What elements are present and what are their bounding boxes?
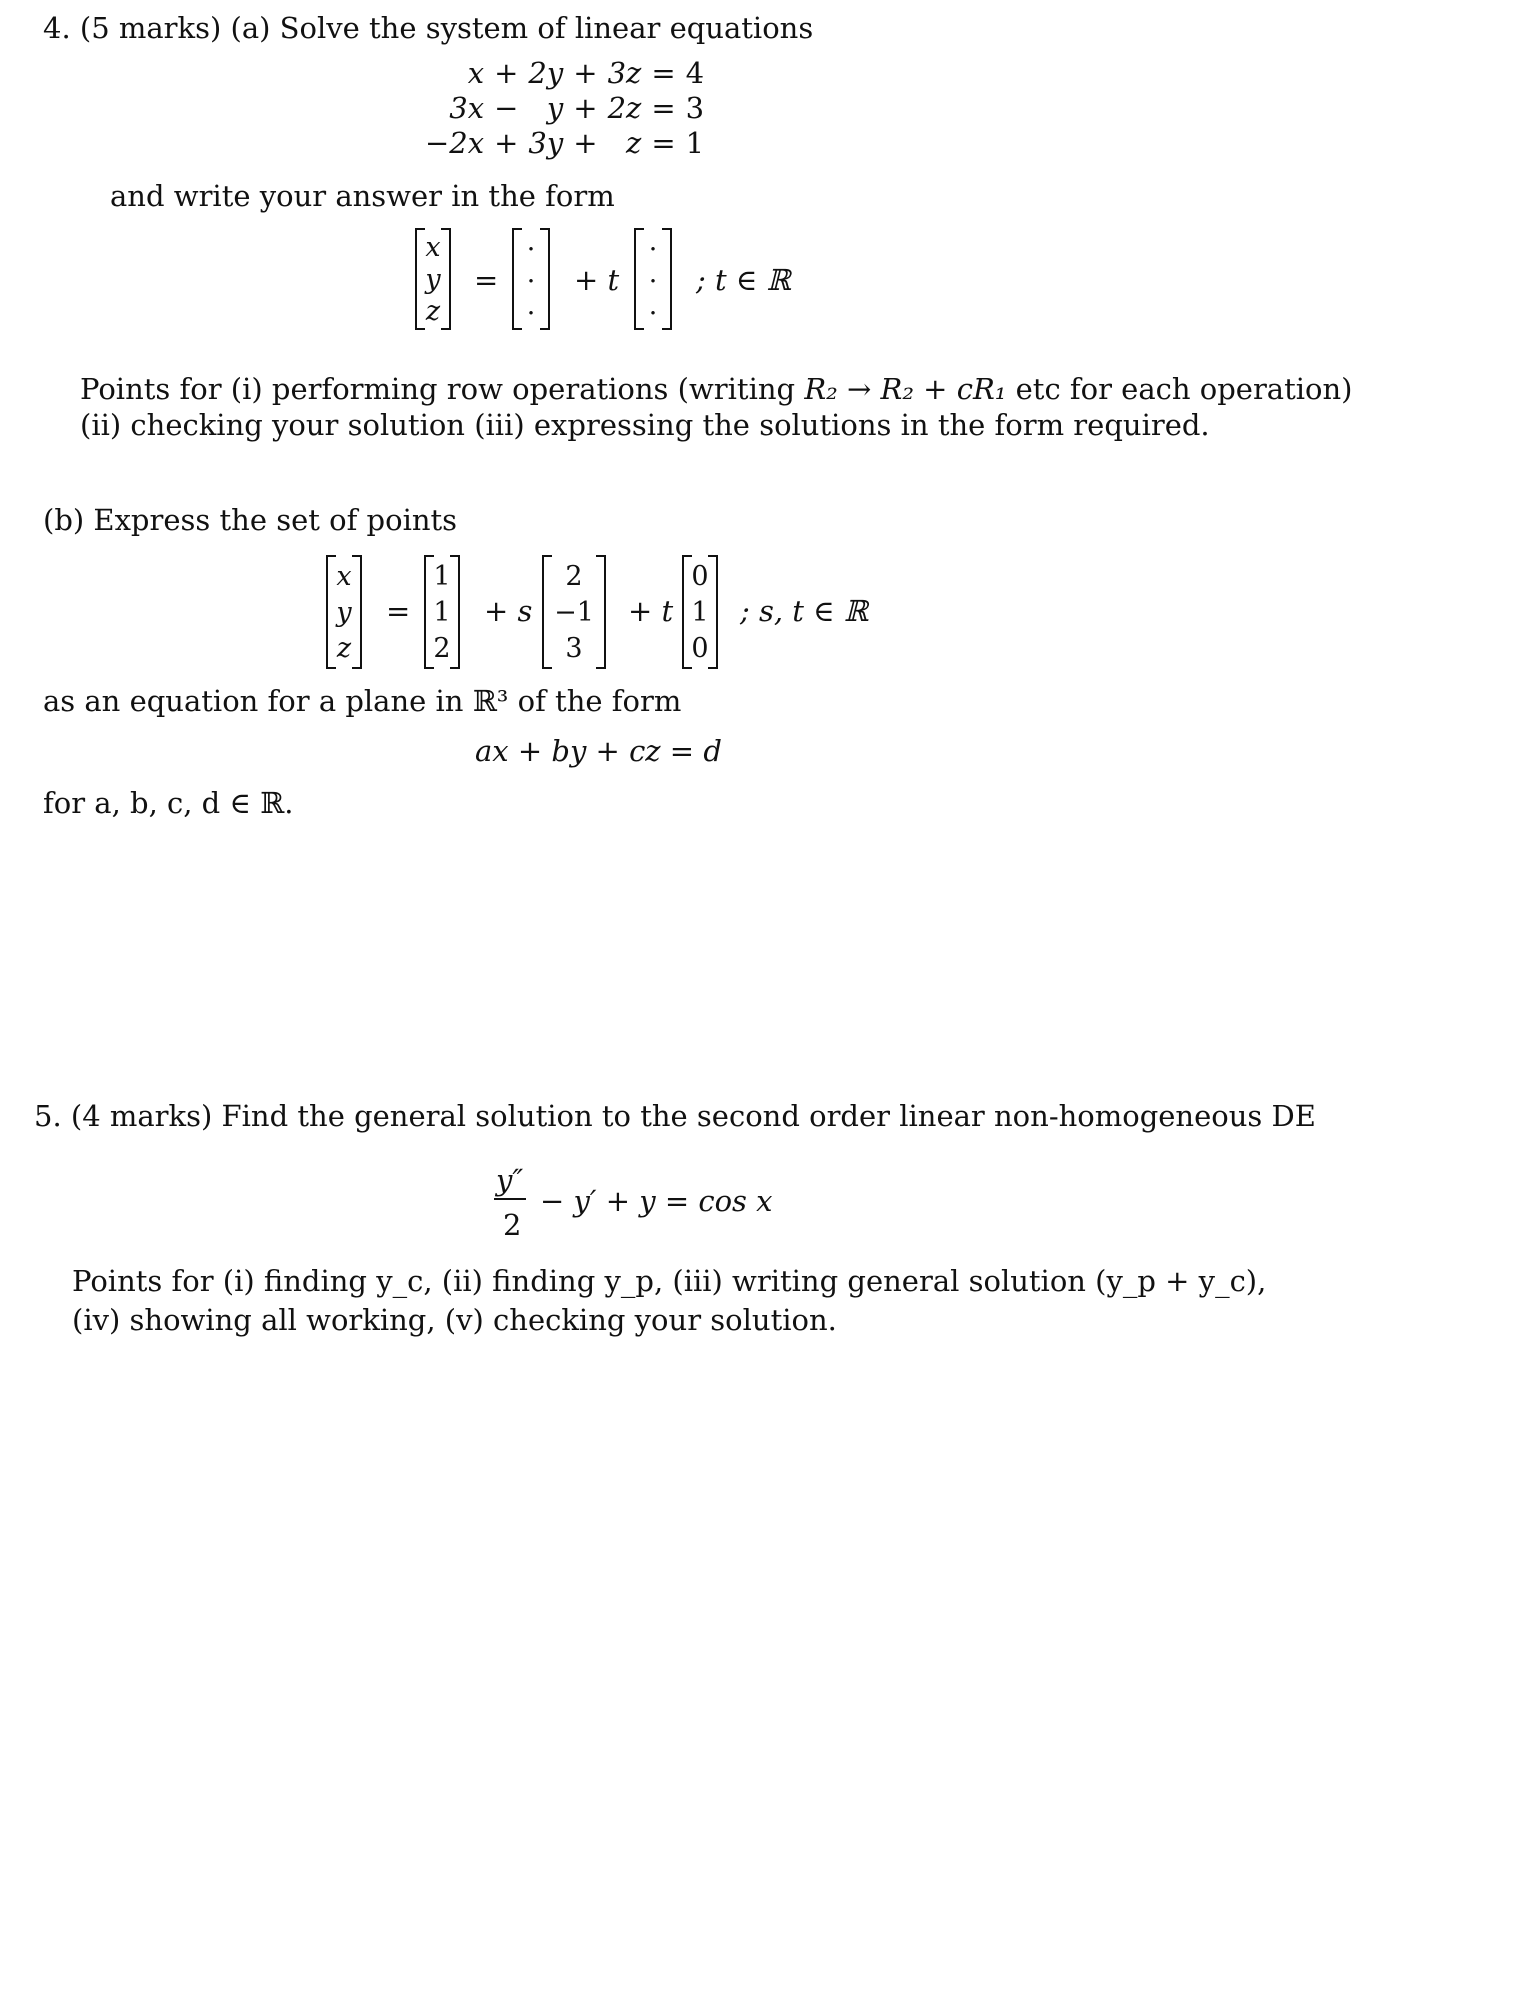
vector-entry: −1 [554, 597, 594, 628]
q5-points-line-2: (iv) showing all working, (v) checking your solution. [72, 1303, 837, 1337]
dot-placeholder: · [648, 298, 658, 329]
op: + [573, 126, 598, 160]
blank-vector [512, 228, 550, 330]
term: −2x [425, 126, 485, 160]
term: 3z [607, 56, 642, 90]
linear-system [420, 56, 709, 161]
points-line-2: (ii) checking your solution (iii) expressing the solutions in the form required. [80, 408, 1210, 442]
system-row [420, 56, 709, 91]
direction-vector-s [542, 555, 606, 669]
equals: = [651, 56, 676, 90]
parameter-domain: ; t ∈ ℝ [696, 263, 791, 297]
op: + [573, 56, 598, 90]
plus-t: + t [628, 594, 674, 628]
vector-entry: 0 [691, 633, 709, 664]
frac-denominator: 2 [503, 1208, 522, 1242]
row-operation: R₂ → R₂ + cR₁ [804, 372, 1007, 406]
vector-entry: 3 [565, 633, 583, 664]
point-vector [424, 555, 460, 669]
dot-placeholder: · [526, 234, 536, 265]
points-text: etc for each operation) [1006, 372, 1353, 406]
vector-entry: 0 [691, 561, 709, 592]
vector-entry: 1 [433, 561, 451, 592]
answer-form-instruction: and write your answer in the form [110, 179, 615, 213]
term: 2z [607, 91, 642, 125]
rhs: 3 [685, 91, 705, 125]
xyz-vector-b [326, 555, 362, 669]
term: y [546, 91, 564, 125]
vector-entry: 2 [433, 633, 451, 664]
term: 3y [528, 126, 564, 160]
term: 3x [449, 91, 485, 125]
points-line-1 [80, 372, 1353, 406]
equals-sign: = [386, 594, 411, 628]
equals: = [651, 126, 676, 160]
rhs: 4 [685, 56, 705, 90]
rhs: 1 [685, 126, 705, 160]
de-equation-rest: − y′ + y = cos x [540, 1184, 773, 1218]
part-b-header: (b) Express the set of points [43, 503, 458, 537]
term: x [467, 56, 485, 90]
vector-entry: y [336, 597, 352, 628]
q5-header: 5. (4 marks) Find the general solution to the second order linear non-homogeneous DE [34, 1099, 1316, 1133]
term: 2y [528, 56, 564, 90]
parameter-domain: ; s, t ∈ ℝ [740, 594, 868, 628]
blank-direction-vector [634, 228, 672, 330]
equals: = [651, 91, 676, 125]
vector-entry: z [425, 296, 441, 327]
vector-entry: x [336, 561, 352, 592]
term: z [626, 126, 642, 160]
system-row [420, 91, 709, 126]
plane-form-text: as an equation for a plane in ℝ³ of the form [43, 684, 682, 718]
op: − [494, 91, 519, 125]
op: + [494, 56, 519, 90]
plus-s: + s [484, 594, 533, 628]
points-text: Points for (i) performing row operations (writing [80, 372, 805, 406]
vector-entry: 1 [433, 597, 451, 628]
xyz-vector [415, 228, 451, 330]
dot-placeholder: · [526, 298, 536, 329]
vector-entry: x [425, 232, 441, 263]
equals-sign: = [474, 263, 499, 297]
system-row [420, 126, 709, 161]
vector-entry: z [336, 633, 352, 664]
plane-equation: ax + by + cz = d [475, 734, 722, 768]
vector-entry: y [425, 264, 441, 295]
fraction-bar [494, 1198, 526, 1200]
vector-entry: 1 [691, 597, 709, 628]
op: + [494, 126, 519, 160]
q5-points-line-1: Points for (i) finding y_c, (ii) finding y_p, (iii) writing general solution (y_p + y_c), [72, 1264, 1267, 1298]
direction-vector-t [682, 555, 718, 669]
op: + [573, 91, 598, 125]
coefficient-domain: for a, b, c, d ∈ ℝ. [43, 786, 294, 820]
vector-entry: 2 [565, 561, 583, 592]
dot-placeholder: · [648, 266, 658, 297]
frac-numerator: y″ [496, 1163, 524, 1197]
plus-t: + t [574, 263, 620, 297]
q4-header: 4. (5 marks) (a) Solve the system of linear equations [43, 11, 814, 45]
dot-placeholder: · [648, 234, 658, 265]
dot-placeholder: · [526, 266, 536, 297]
